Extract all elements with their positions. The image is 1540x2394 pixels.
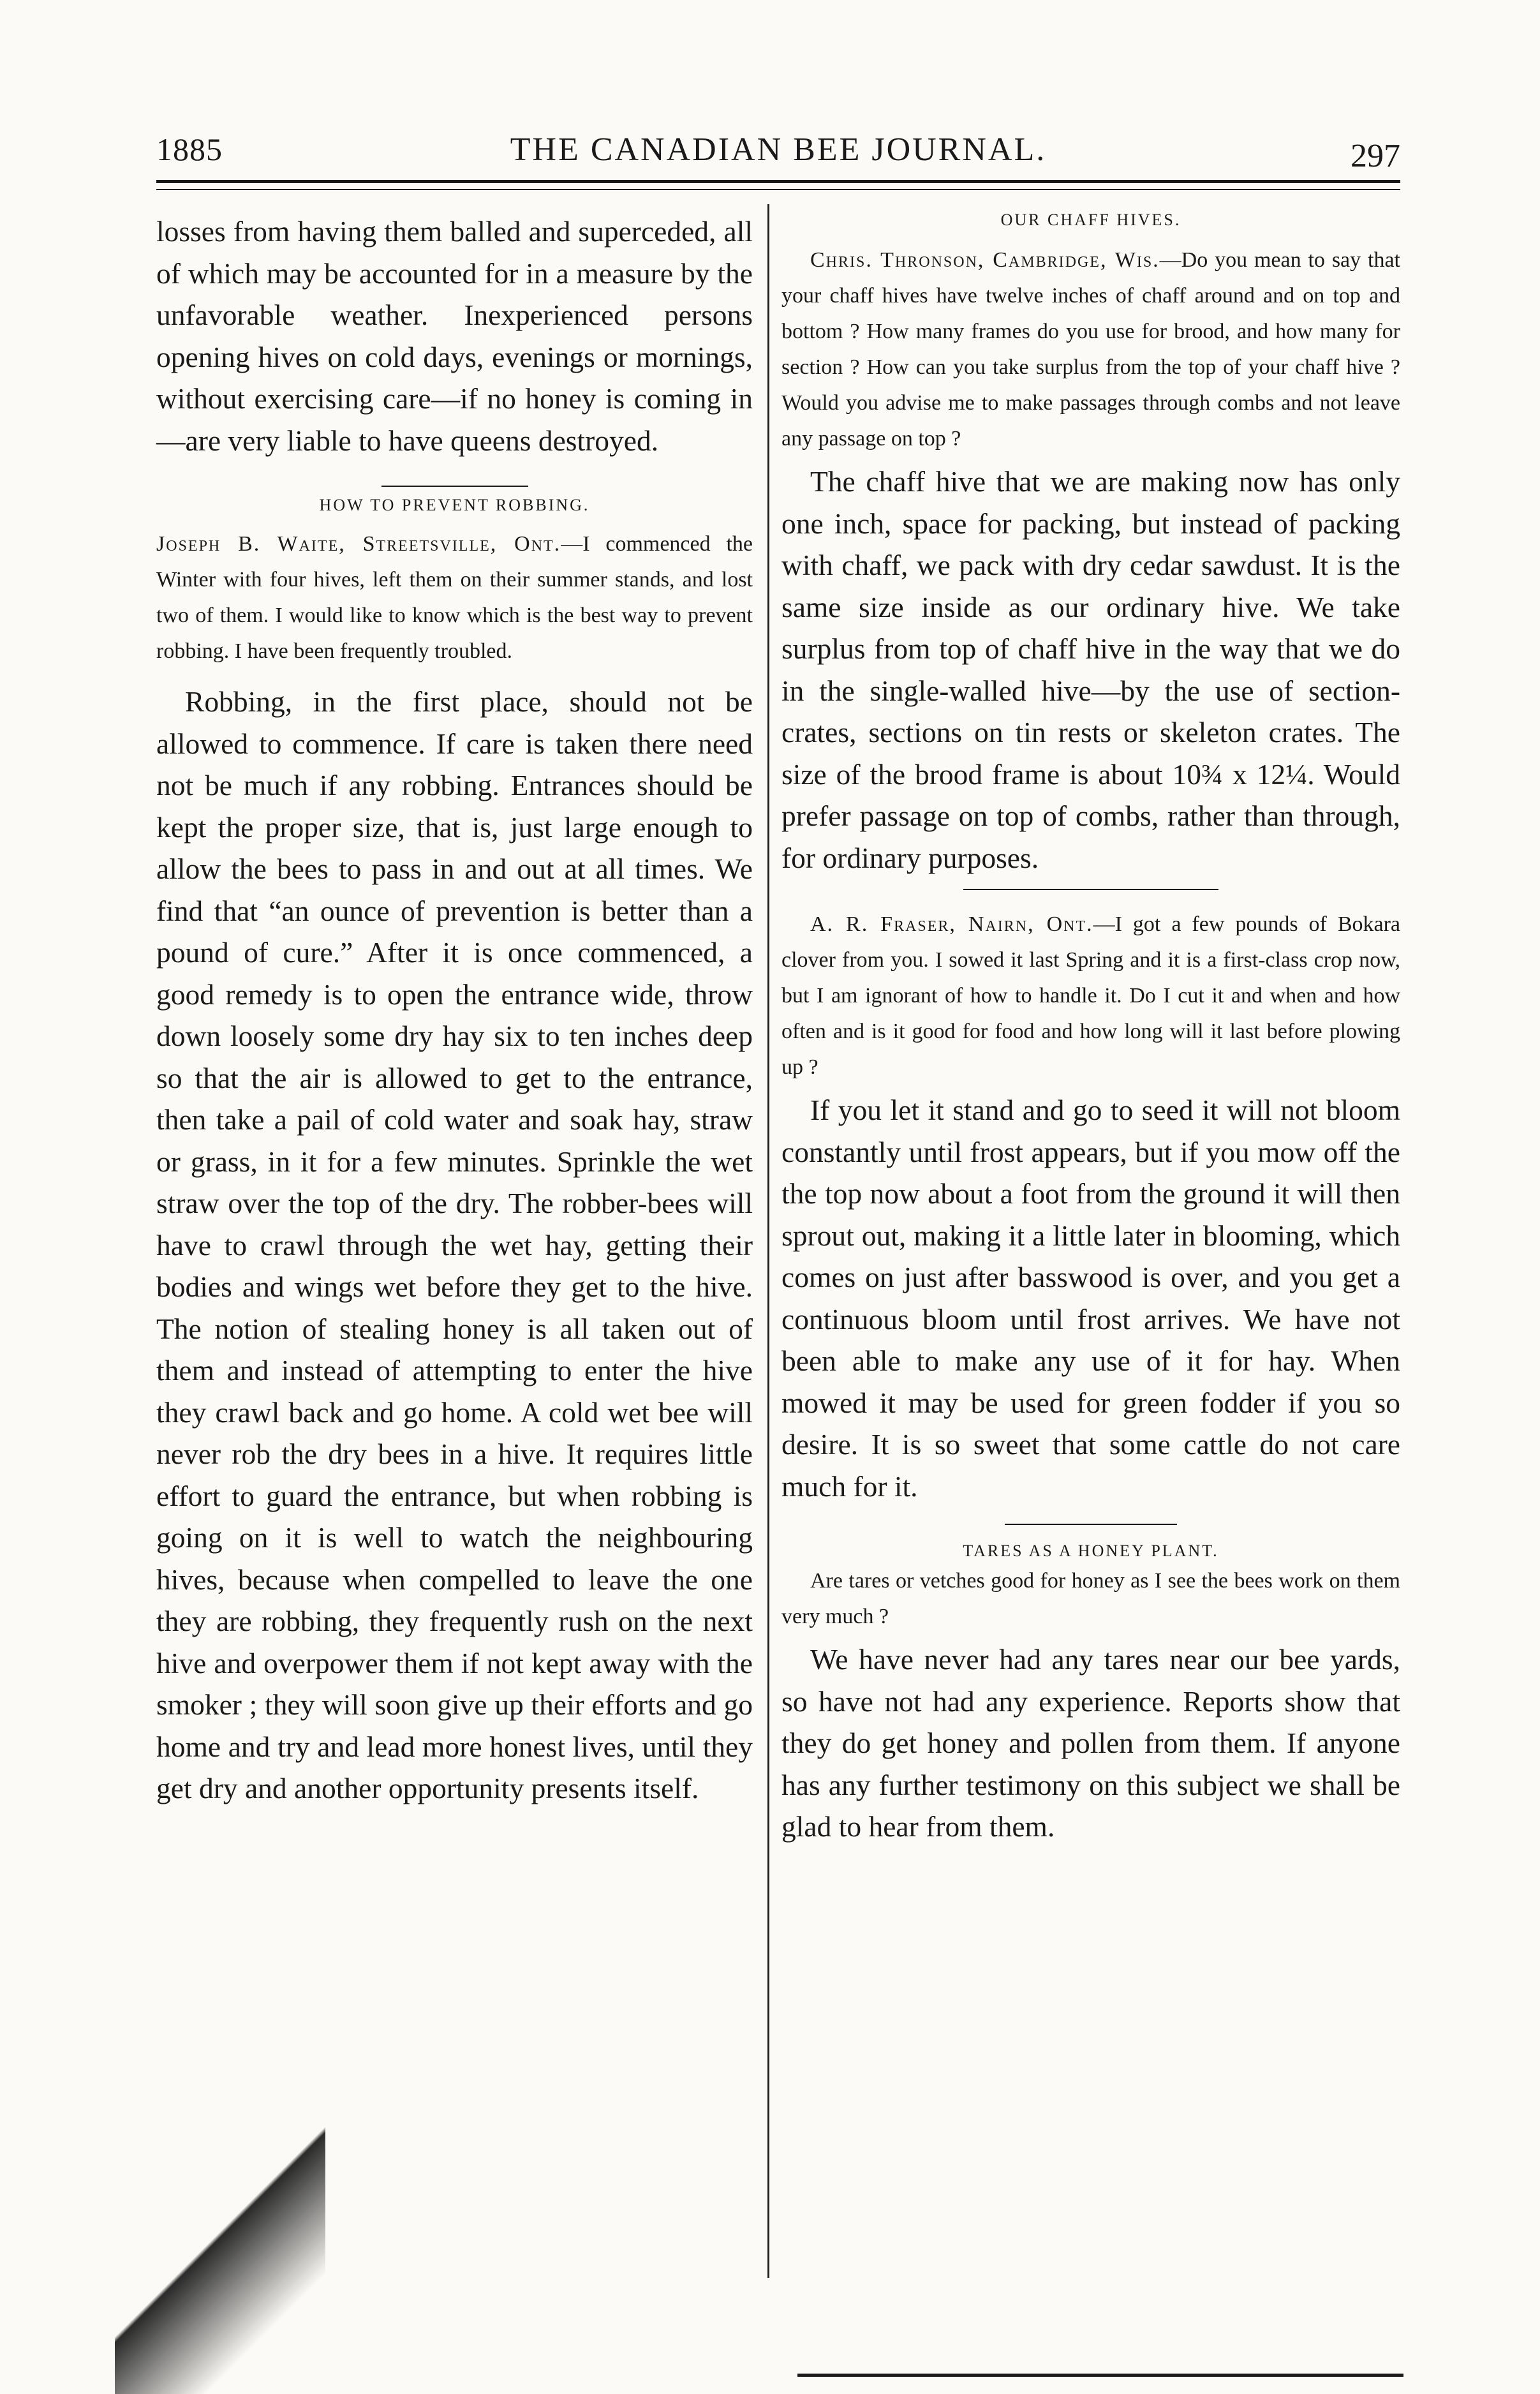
header-rule-thin xyxy=(156,189,1400,190)
chaff-question-author: Chris. Thronson, Cambridge, Wis. xyxy=(810,248,1160,272)
clover-question-text: —I got a few pounds of Bokara clover from you. I sowed it last Spring and it is a first-class crop now, but I am ignorant of how to handle it. Do I cut it and when and how often and is it good for food and how long will it last before plowing up ? xyxy=(781,912,1401,1079)
section-rule xyxy=(963,889,1218,890)
journal-title: THE CANADIAN BEE JOURNAL. xyxy=(510,131,1047,168)
bottom-rule xyxy=(797,2374,1403,2377)
running-head xyxy=(156,124,1400,175)
chaff-question xyxy=(781,242,1400,457)
page-curl-shadow xyxy=(115,2010,325,2394)
page-number: 297 xyxy=(1351,138,1400,174)
robbing-question xyxy=(156,526,753,669)
section-heading-chaff-hives: OUR CHAFF HIVES. xyxy=(1000,211,1181,229)
section-rule xyxy=(381,486,528,487)
clover-answer: If you let it stand and go to seed it will not bloom constantly until frost appears, but if you mow off the the top now about a foot from the ground it will then sprout out, making it a little later in blooming, which comes on just after basswood is over, and you get a continuous bloom until frost arrives. We have not been able to make any use of it for hay. When mowed it may be used for green fodder if you so desire. It is so sweet that some cattle do not care much for it. xyxy=(781,1094,1400,1503)
left-column xyxy=(156,211,753,1810)
right-column xyxy=(781,211,1400,1848)
chaff-answer: The chaff hive that we are making now has only one inch, space for packing, but instead of packing with chaff, we pack with dry cedar sawdust. It is the same size inside as our ordinary hive. We take surplus from top of chaff hive in the way that we do in the single-walled hive—by the use of section-crates, sections on tin rests or skeleton crates. The size of the brood frame is about 10¾ x 12¼. Would prefer passage on top of combs, rather than through, for ordinary purposes. xyxy=(781,465,1400,874)
section-heading-robbing: HOW TO PREVENT ROBBING. xyxy=(319,496,590,514)
clover-question xyxy=(781,907,1400,1085)
robbing-answer: Robbing, in the first place, should not be allowed to commence. If care is taken there need not be much if any robbing. Entrances should be kept the proper size, that is, just large enough to allow the bees to pass in and out at all times. We find that “an ounce of prevention is better than a pound of cure.” After it is once commenced, a good remedy is to open the entrance wide, throw down loosely some dry hay six to ten inches deep so that the air is allowed to get to the entrance, then take a pail of cold water and soak hay, straw or grass, in it for a few minutes. Sprinkle the wet straw over the top of the dry. The robber-bees will have to crawl through the wet hay, getting their bodies and wings wet before they get to the hive. The notion of stealing honey is all taken out of them and instead of attempting to enter the hive they crawl back and go home. A cold wet bee will never rob the dry bees in a hive. It requires little effort to guard the entrance, but when robbing is going on it is well to watch the neighbouring hives, because when compelled to leave the one they are robbing, they frequently rush on the next hive and overpower them if not kept away with the smoker ; they will soon give up their efforts and go home and try and lead more honest lives, until they get dry and another opportunity presents itself. xyxy=(156,685,753,1804)
opening-paragraph: losses from having them balled and superceded, all of which may be accounted for in a measure by the unfavorable weather. Inexperienced persons opening hives on cold days, evenings or mornings, without exercising care—if no honey is coming in—are very liable to have queens destroyed. xyxy=(156,215,753,457)
tares-question: Are tares or vetches good for honey as I see the bees work on them very much ? xyxy=(781,1569,1400,1628)
header-rule-thick xyxy=(156,180,1400,183)
question-author: Joseph B. Waite, Streetsville, Ont. xyxy=(156,532,561,556)
chaff-question-text: —Do you mean to say that your chaff hives have twelve inches of chaff around and on top and bottom ? How many frames do you use for brood, and how many for section ? How can you take surplus from the top of your chaff hive ? Would you advise me to make passages through combs and not leave any passage on top ? xyxy=(781,248,1400,450)
section-rule xyxy=(1005,1524,1177,1525)
header-year: 1885 xyxy=(156,131,223,167)
question-text: —I commenced the Winter with four hives, left them on their summer stands, and lost two of them. I would like to know which is the best way to prevent robbing. I have been frequently troubled. xyxy=(156,532,753,663)
clover-question-author: A. R. Fraser, Nairn, Ont. xyxy=(810,912,1093,936)
column-divider xyxy=(767,204,769,2278)
tares-answer: We have never had any tares near our bee yards, so have not had any experience. Reports show that they do get honey and pollen from them. If anyone has any further testimony on this subject we shall be glad to hear from them. xyxy=(781,1643,1400,1843)
section-heading-tares: TARES AS A HONEY PLANT. xyxy=(963,1542,1219,1560)
